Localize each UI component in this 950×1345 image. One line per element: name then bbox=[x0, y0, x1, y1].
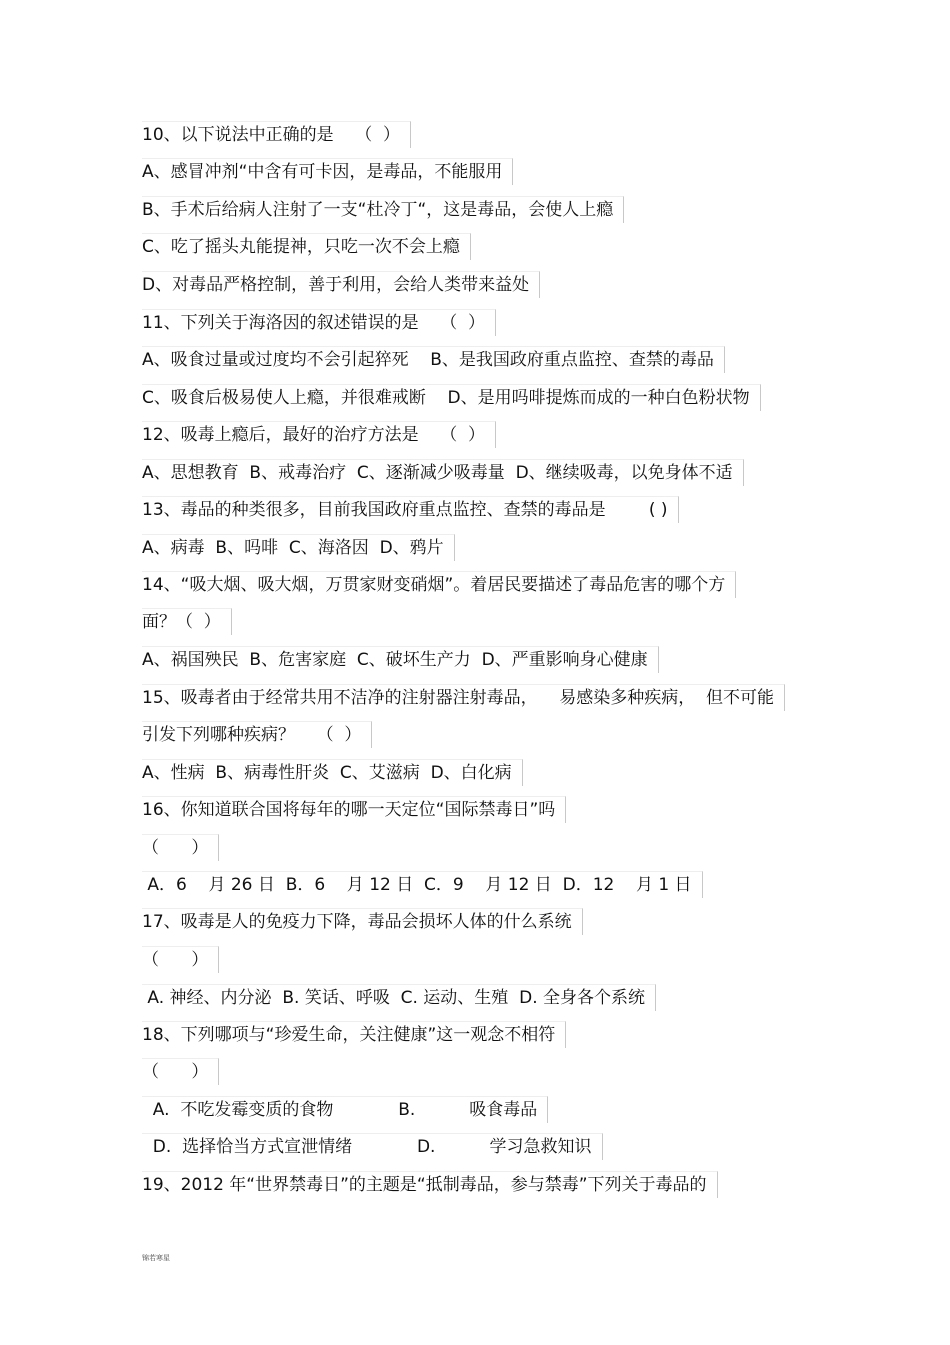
q10-option-a: A、感冒冲剂“中含有可卡因，是毒品，不能服用 bbox=[142, 158, 513, 185]
question-14-stem-line2: 面？（ ） bbox=[142, 608, 232, 635]
q11-options-ab: A、吸食过量或过度均不会引起猝死 B、是我国政府重点监控、查禁的毒品 bbox=[142, 346, 725, 373]
q13-options: A、病毒 B、吗啡 C、海洛因 D、鸦片 bbox=[142, 534, 455, 561]
q10-option-d: D、对毒品严格控制，善于利用，会给人类带来益处 bbox=[142, 271, 540, 298]
question-15-stem-line2: 引发下列哪种疾病？ （ ） bbox=[142, 721, 372, 748]
q16-options: A．6 月 26 日 B．6 月 12 日 C．9 月 12 日 D．12 月 1 日 bbox=[142, 871, 703, 898]
q11-options-cd: C、吸食后极易使人上瘾，并很难戒断 D、是用吗啡提炼而成的一种白色粉状物 bbox=[142, 384, 761, 411]
question-15-stem-line1: 15、吸毒者由于经常共用不洁净的注射器注射毒品， 易感染多种疾病， 但不可能 bbox=[142, 684, 785, 711]
question-14-stem-line1: 14、“吸大烟、吸大烟，万贯家财变硝烟”。着居民要描述了毒品危害的哪个方 bbox=[142, 571, 736, 598]
question-12-stem: 12、吸毒上瘾后，最好的治疗方法是 （ ） bbox=[142, 421, 496, 448]
footer-watermark: 锦若寒星 bbox=[142, 1254, 170, 1262]
q18-options-ab: A. 不吃发霉变质的食物 B. 吸食毒品 bbox=[142, 1096, 548, 1123]
q10-option-c: C、吃了摇头丸能提神，只吃一次不会上瘾 bbox=[142, 233, 471, 260]
question-17-stem-line2: （ ） bbox=[142, 946, 219, 973]
question-10-stem: 10、以下说法中正确的是 （ ） bbox=[142, 121, 411, 148]
question-16-stem-line1: 16、你知道联合国将每年的哪一天定位“国际禁毒日”吗 bbox=[142, 796, 566, 823]
question-18-stem-line2: （ ） bbox=[142, 1058, 219, 1085]
q14-options: A、祸国殃民 B、危害家庭 C、破坏生产力 D、严重影响身心健康 bbox=[142, 646, 659, 673]
question-19-stem: 19、2012 年“世界禁毒日”的主题是“抵制毒品，参与禁毒”下列关于毒品的 bbox=[142, 1171, 718, 1198]
q15-options: A、性病 B、病毒性肝炎 C、艾滋病 D、白化病 bbox=[142, 759, 523, 786]
q18-options-cd: D. 选择恰当方式宣泄情绪 D. 学习急救知识 bbox=[142, 1133, 603, 1160]
q12-options: A、思想教育 B、戒毒治疗 C、逐渐减少吸毒量 D、继续吸毒，以免身体不适 bbox=[142, 459, 744, 486]
q10-option-b: B、手术后给病人注射了一支“杜冷丁“，这是毒品，会使人上瘾 bbox=[142, 196, 624, 223]
question-13-stem: 13、毒品的种类很多，目前我国政府重点监控、查禁的毒品是 ( ) bbox=[142, 496, 679, 523]
question-17-stem-line1: 17、吸毒是人的免疫力下降，毒品会损坏人体的什么系统 bbox=[142, 908, 583, 935]
q17-options: A. 神经、内分泌 B. 笑话、呼吸 C. 运动、生殖 D. 全身各个系统 bbox=[142, 984, 656, 1011]
question-11-stem: 11、下列关于海洛因的叙述错误的是 （ ） bbox=[142, 309, 496, 336]
question-16-stem-line2: （ ） bbox=[142, 834, 219, 861]
question-18-stem-line1: 18、下列哪项与“珍爱生命，关注健康”这一观念不相符 bbox=[142, 1021, 566, 1048]
